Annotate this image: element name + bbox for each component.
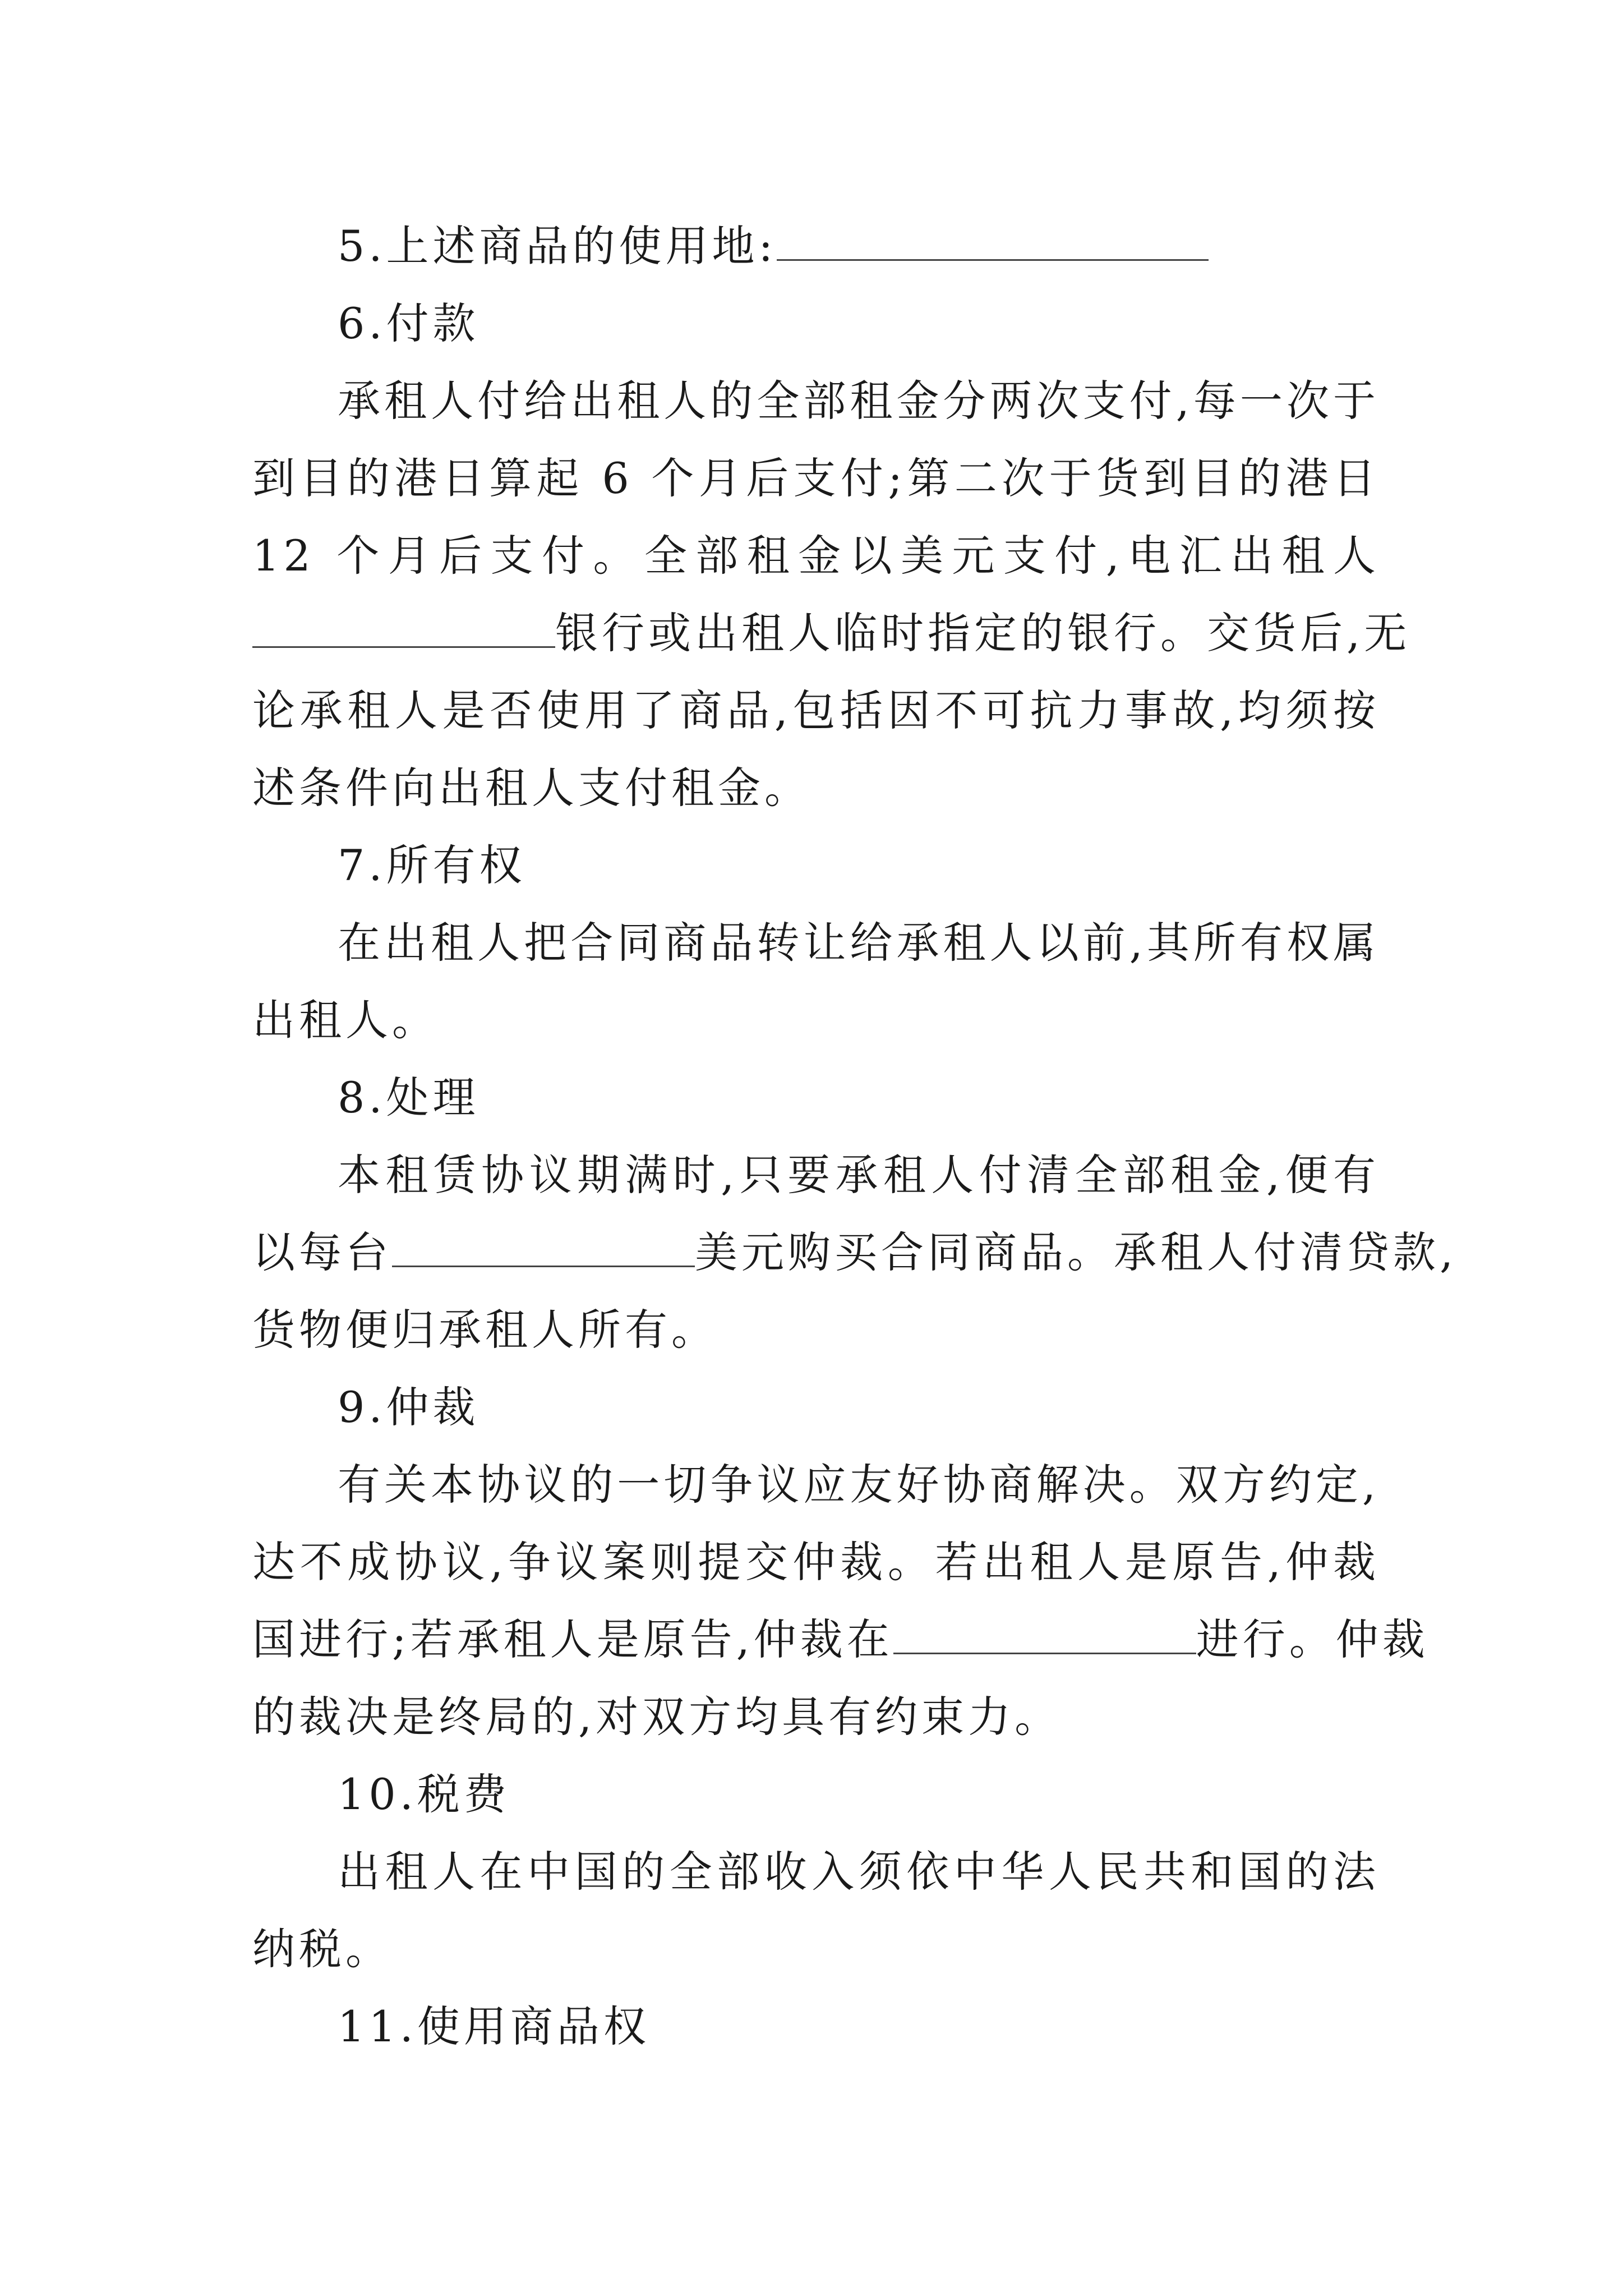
clause-6-line-1: 承租人付给出租人的全部租金分两次支付,每一次于 bbox=[338, 376, 1380, 426]
document-body bbox=[252, 208, 1458, 2065]
clause-6-line-4: 银行或出租人临时指定的银行。交货后,无 bbox=[252, 595, 1380, 672]
fill-in-blank-price-per-unit[interactable] bbox=[392, 1231, 695, 1267]
clause-9-heading: 9.仲裁 bbox=[338, 1382, 479, 1432]
clause-11-heading: 11.使用商品权 bbox=[338, 2001, 650, 2051]
clause-10-heading: 10.税费 bbox=[338, 1769, 510, 1819]
fill-in-blank-usage-location[interactable] bbox=[777, 224, 1209, 261]
clause-6-heading: 6.付款 bbox=[338, 298, 479, 348]
clause-9-line-1: 有关本协议的一切争议应友好协商解决。双方约定, bbox=[338, 1460, 1380, 1510]
clause-6-line-5: 论承租人是否使用了商品,包括因不可抗力事故,均须按 bbox=[252, 685, 1380, 735]
clause-10-line-1: 出租人在中国的全部收入须依中华人民共和国的法 bbox=[338, 1847, 1380, 1897]
clause-5-heading: 5.上述商品的使用地: bbox=[252, 208, 1380, 285]
clause-6-line-3: 12 个月后支付。全部租金以美元支付,电汇出租人 bbox=[252, 531, 1380, 581]
clause-9-line-3: 国进行;若承租人是原告,仲裁在 进行。仲裁 bbox=[252, 1614, 1429, 1664]
clause-6-line-6: 述条件向出租人支付租金。 bbox=[252, 763, 811, 813]
clause-8-line-1: 本租赁协议期满时,只要承租人付清全部租金,便有 bbox=[338, 1150, 1380, 1200]
clause-10-line-2: 纳税。 bbox=[252, 1924, 392, 1974]
clause-8-line-2: 以每台 美元购买合同商品。承租人付清贷款, bbox=[252, 1227, 1458, 1277]
fill-in-blank-bank[interactable] bbox=[252, 611, 555, 648]
clause-7-line-2: 出租人。 bbox=[252, 995, 439, 1045]
fill-in-blank-arbitration-place[interactable] bbox=[893, 1618, 1196, 1654]
clause-6-line-2: 到目的港日算起 6 个月后支付;第二次于货到目的港日 bbox=[252, 453, 1380, 503]
clause-8-line-3: 货物便归承租人所有。 bbox=[252, 1305, 718, 1355]
clause-8-heading: 8.处理 bbox=[338, 1073, 479, 1122]
clause-7-line-1: 在出租人把合同商品转让给承租人以前,其所有权属 bbox=[338, 918, 1380, 968]
clause-9-line-4: 的裁决是终局的,对双方均具有约束力。 bbox=[252, 1692, 1062, 1742]
clause-7-heading: 7.所有权 bbox=[338, 840, 526, 890]
clause-9-line-2: 达不成协议,争议案则提交仲裁。若出租人是原告,仲裁 bbox=[252, 1537, 1380, 1587]
